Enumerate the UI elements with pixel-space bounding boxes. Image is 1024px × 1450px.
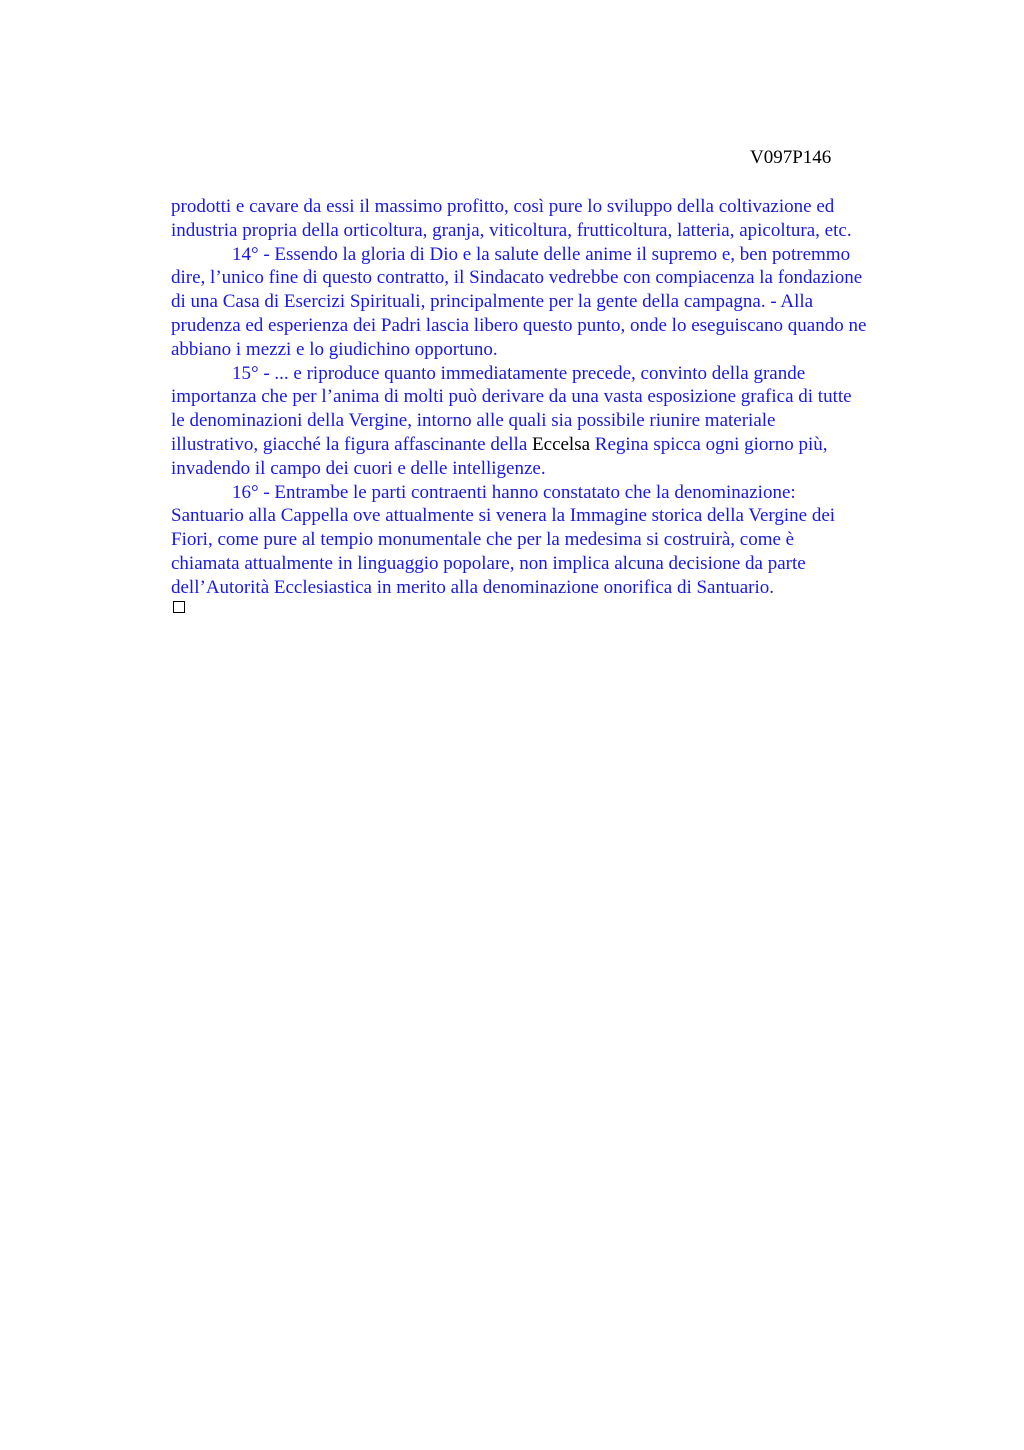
- page-code: V097P146: [750, 147, 832, 168]
- text-line: importanza che per l’anima di molti può derivare da una vasta esposizione grafica di tutte: [171, 386, 852, 408]
- text-line: chiamata attualmente in linguaggio popolare, non implica alcuna decisione da parte: [171, 552, 806, 574]
- text-line: le denominazioni della Vergine, intorno alle quali sia possibile riunire materiale: [171, 410, 776, 432]
- text-line: Santuario alla Cappella ove attualmente si venera la Immagine storica della Vergine dei: [171, 505, 836, 527]
- highlighted-word: Eccelsa: [532, 433, 591, 455]
- text-line: 14° - Essendo la gloria di Dio e la salute delle anime il supremo e, ben potremmo: [232, 243, 851, 265]
- text-line: dell’Autorità Ecclesiastica in merito alla denominazione onorifica di Santuario.: [171, 576, 775, 598]
- text-line: di una Casa di Esercizi Spirituali, principalmente per la gente della campagna. - Alla: [171, 291, 814, 313]
- text-line: prodotti e cavare da essi il massimo profitto, così pure lo sviluppo della coltivazione ed: [171, 196, 835, 217]
- text-line: 15° - ... e riproduce quanto immediatamente precede, convinto della grande: [232, 362, 806, 384]
- text-line: industria propria della orticoltura, granja, viticoltura, frutticoltura, latteria, apicoltura, etc.: [171, 219, 852, 241]
- text-line: Fiori, come pure al tempio monumentale che per la medesima si costruirà, come è: [171, 529, 795, 551]
- text-line: [171, 433, 931, 457]
- text-segment: Regina spicca ogni giorno più,: [590, 433, 828, 455]
- paragraph-15: [171, 362, 931, 481]
- text-line: prudenza ed esperienza dei Padri lascia libero questo punto, onde lo eseguiscano quando ne: [171, 314, 867, 336]
- end-marker-box-icon: [173, 601, 185, 613]
- text-line: abbiano i mezzi e lo giudichino opportuno.: [171, 338, 498, 360]
- text-line: dire, l’unico fine di questo contratto, il Sindacato vedrebbe con compiacenza la fondazione: [171, 267, 863, 289]
- paragraph-14: [171, 243, 931, 362]
- text-line: 16° - Entrambe le parti contraenti hanno constatato che la denominazione:: [232, 481, 796, 503]
- paragraph-continuation: [171, 195, 931, 243]
- text-segment: illustrativo, giacché la figura affascinante della: [171, 433, 533, 455]
- text-line: invadendo il campo dei cuori e delle intelligenze.: [171, 457, 546, 479]
- document-body: [171, 195, 931, 600]
- paragraph-16: [171, 481, 931, 600]
